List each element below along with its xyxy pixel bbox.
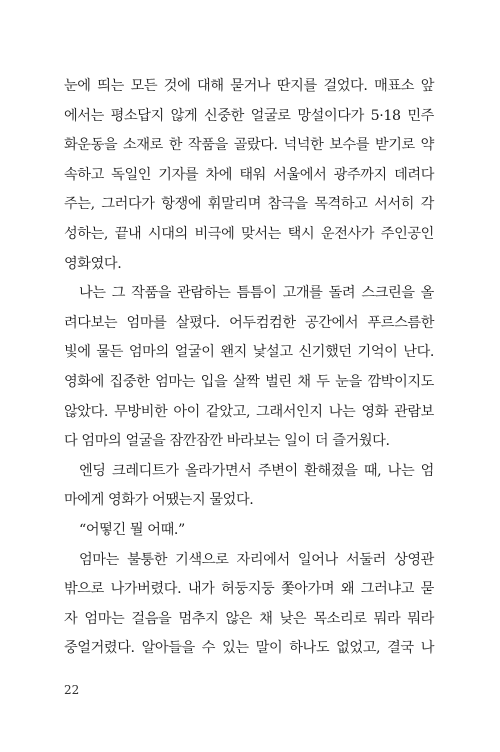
text-line: 자 엄마는 걸음을 멈추지 않은 채 낮은 목소리로 뭐라 뭐라	[64, 610, 434, 627]
text-line: 속하고 독일인 기자를 차에 태워 서울에서 광주까지 데려다	[64, 166, 434, 183]
text-line: 엄마는 불퉁한 기색으로 자리에서 일어나 서둘러 상영관	[79, 551, 434, 568]
text-line: 밖으로 나가버렸다. 내가 허둥지둥 쫓아가며 왜 그러냐고 묻	[64, 581, 434, 598]
text-line: 않았다. 무방비한 아이 같았고, 그래서인지 나는 영화 관람보	[64, 403, 434, 420]
text-line: 엔딩 크레디트가 올라가면서 주변이 환해졌을 때, 나는 엄	[79, 462, 434, 479]
text-line: 성하는, 끝내 시대의 비극에 맞서는 택시 운전사가 주인공인	[64, 225, 434, 242]
text-line: 화운동을 소재로 한 작품을 골랐다. 넉넉한 보수를 받기로 약	[64, 137, 434, 154]
text-line: 영화였다.	[64, 255, 122, 272]
dialogue-line: “어떻긴 뭘 어때.”	[79, 521, 185, 538]
text-line: 마에게 영화가 어땠는지 물었다.	[64, 492, 254, 509]
text-line: 주는, 그러다가 항쟁에 휘말리며 참극을 목격하고 서서히 각	[64, 196, 434, 213]
text-line: 다 엄마의 얼굴을 잠깐잠깐 바라보는 일이 더 즐거웠다.	[64, 433, 390, 450]
text-line: 영화에 집중한 엄마는 입을 살짝 벌린 채 두 눈을 깜박이지도	[64, 373, 434, 390]
text-line: 나는 그 작품을 관람하는 틈틈이 고개를 돌려 스크린을 올	[79, 285, 434, 302]
text-line: 눈에 띄는 모든 것에 대해 묻거나 딴지를 걸었다. 매표소 앞	[64, 78, 434, 94]
text-line: 중얼거렸다. 알아들을 수 있는 말이 하나도 없었고, 결국 나	[64, 640, 434, 657]
text-line: 빛에 물든 엄마의 얼굴이 왠지 낯설고 신기했던 기억이 난다.	[64, 344, 434, 361]
text-line: 에서는 평소답지 않게 신중한 얼굴로 망설이다가 5·18 민주	[64, 107, 434, 124]
page-number: 22	[64, 683, 80, 697]
body-text	[64, 72, 434, 664]
text-line: 려다보는 엄마를 살폈다. 어두컴컴한 공간에서 푸르스름한	[64, 314, 434, 331]
